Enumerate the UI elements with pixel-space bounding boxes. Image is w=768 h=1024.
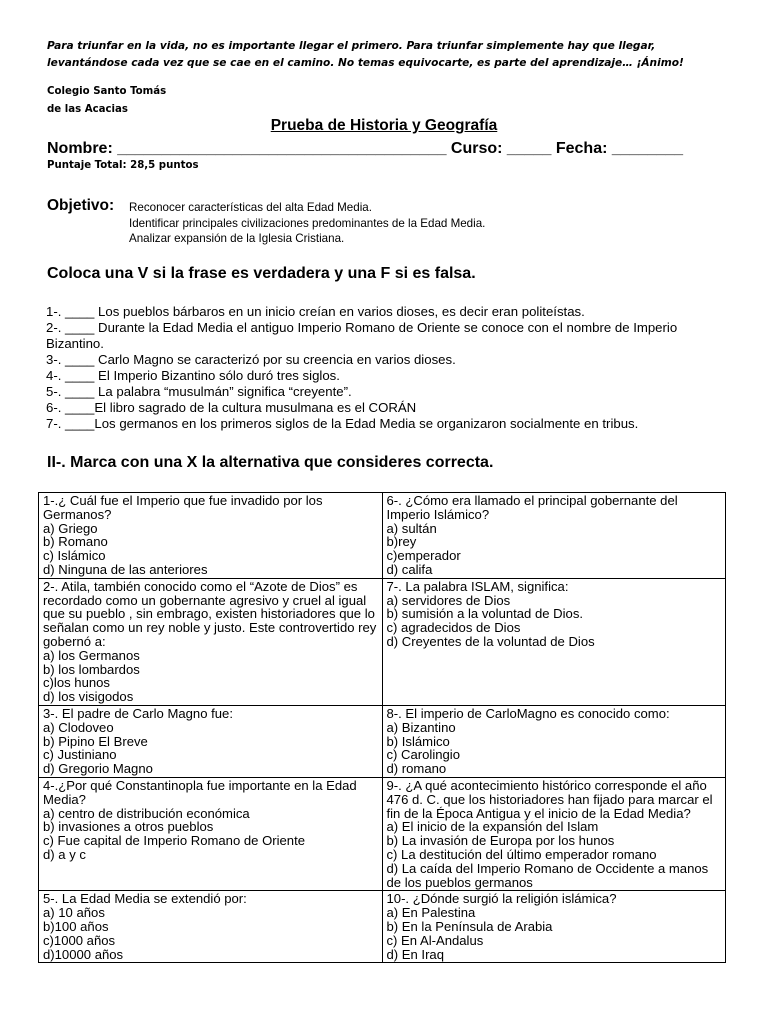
answer-option: b)100 años [43, 918, 109, 934]
question-text: 5-. La Edad Media se extendió por: [43, 891, 247, 907]
question-row [39, 891, 726, 963]
answer-option: c) Carolingio [386, 747, 460, 763]
objective-label: Objetivo: [47, 197, 115, 214]
answer-option: c)los hunos [43, 675, 110, 691]
answer-option: a) 10 años [43, 905, 105, 921]
answer-option: b)rey [386, 534, 417, 550]
question-cell [382, 493, 726, 579]
question-row [39, 705, 726, 777]
objective-line: Identificar principales civilizaciones predominantes de la Edad Media. [129, 217, 486, 230]
answer-option: d) romano [386, 761, 447, 777]
answer-option: a) Griego [43, 520, 98, 536]
objective-line: Reconocer características del alta Edad Media. [129, 201, 372, 214]
true-false-item: 4-. ____ El Imperio Bizantino sólo duró tres siglos. [46, 368, 340, 383]
school-name-line1: Colegio Santo Tomás [47, 86, 167, 97]
true-false-item: 1-. ____ Los pueblos bárbaros en un inicio creían en varios dioses, es decir eran politeístas. [46, 304, 585, 319]
question-text: 7-. La palabra ISLAM, significa: [386, 578, 569, 594]
section2-heading: II-. Marca con una X la alternativa que consideres correcta. [47, 454, 494, 471]
answer-option: c) Fue capital de Imperio Romano de Oriente [43, 833, 306, 849]
answer-option: d) los visigodos [43, 689, 134, 705]
answer-option: b) Pipino El Breve [43, 733, 148, 749]
answer-option: a) Bizantino [386, 719, 456, 735]
answer-option: a) Clodoveo [43, 719, 114, 735]
answer-option: b) Romano [43, 534, 108, 550]
answer-option: a) En Palestina [386, 905, 476, 921]
answer-option: c)emperador [386, 548, 461, 564]
answer-option: d)10000 años [43, 946, 124, 962]
answer-option: c) En Al-Andalus [386, 932, 484, 948]
answer-option: b) Islámico [386, 733, 450, 749]
answer-option: d) Ninguna de las anteriores [43, 561, 208, 577]
answer-option: c) Justiniano [43, 747, 117, 763]
answer-option: b) los lombardos [43, 661, 140, 677]
multiple-choice-table [38, 492, 726, 963]
true-false-item: 5-. ____ La palabra “musulmán” significa “creyente”. [46, 384, 352, 399]
answer-option: d) a y c [43, 846, 86, 862]
answer-option: b) En la Península de Arabia [386, 918, 553, 934]
question-text: 9-. ¿A qué acontecimiento histórico corresponde el año 476 d. C. que los historiadores han fijado para marcar el fin de la Época Antigua y el inicio de la Edad Media? [386, 777, 713, 821]
question-cell [382, 891, 726, 963]
multiple-choice-body [39, 493, 726, 963]
answer-option: a) servidores de Dios [386, 592, 511, 608]
question-text: 4-.¿Por qué Constantinopla fue importante en la Edad Media? [43, 777, 357, 807]
section1-heading: Coloca una V si la frase es verdadera y una F si es falsa. [47, 265, 476, 282]
answer-option: c) Islámico [43, 548, 106, 564]
question-cell [382, 705, 726, 777]
question-row [39, 493, 726, 579]
question-text: 8-. El imperio de CarloMagno es conocido como: [386, 705, 670, 721]
true-false-list [46, 304, 726, 432]
question-row [39, 578, 726, 705]
question-text: 6-. ¿Cómo era llamado el principal gobernante del Imperio Islámico? [386, 493, 678, 522]
true-false-item: 7-. ____Los germanos en los primeros siglos de la Edad Media se organizaron socialmente en tribus. [46, 416, 639, 431]
true-false-item: 3-. ____ Carlo Magno se caracterizó por su creencia en varios dioses. [46, 352, 456, 367]
question-cell [382, 777, 726, 890]
question-text: 10-. ¿Dónde surgió la religión islámica? [386, 891, 617, 907]
answer-option: c) La destitución del último emperador romano [386, 846, 657, 862]
question-text: 2-. Atila, también conocido como el “Azote de Dios” es recordado como un gobernante agresivo y cruel al igual que su pueblo , sin embrago, existen historiadores que lo señalan como un rey noble y justo. Este controvertido rey gobernó a: [43, 578, 377, 649]
question-cell [39, 891, 383, 963]
true-false-item: 2-. ____ Durante la Edad Media el antiguo Imperio Romano de Oriente se conoce con el nombre de Imperio Bizantino. [46, 320, 678, 351]
answer-option: d) En Iraq [386, 946, 444, 962]
student-info-line: Nombre: _____________________________________ Curso: _____ Fecha: ________ [47, 140, 684, 157]
answer-option: a) centro de distribución económica [43, 805, 250, 821]
answer-option: b) invasiones a otros pueblos [43, 819, 214, 835]
question-row [39, 777, 726, 890]
total-score: Puntaje Total: 28,5 puntos [47, 160, 199, 171]
school-name-line2: de las Acacias [47, 104, 128, 115]
exam-title: Prueba de Historia y Geografía [270, 117, 498, 134]
answer-option: d) La caída del Imperio Romano de Occidente a manos de los pueblos germanos [386, 860, 709, 890]
answer-option: a) El inicio de la expansión del Islam [386, 819, 599, 835]
question-cell [382, 578, 726, 705]
question-text: 1-.¿ Cuál fue el Imperio que fue invadido por los Germanos? [43, 493, 323, 522]
answer-option: a) los Germanos [43, 647, 140, 663]
school-name [47, 83, 166, 119]
answer-option: c)1000 años [43, 932, 116, 948]
objective-line: Analizar expansión de la Iglesia Cristiana. [129, 232, 345, 245]
answer-option: d) Gregorio Magno [43, 761, 153, 777]
answer-option: b) La invasión de Europa por los hunos [386, 833, 615, 849]
question-text: 3-. El padre de Carlo Magno fue: [43, 705, 233, 721]
question-cell [39, 578, 383, 705]
answer-option: d) Creyentes de la voluntad de Dios [386, 633, 595, 649]
answer-option: d) califa [386, 561, 433, 577]
answer-option: a) sultán [386, 520, 437, 536]
answer-option: b) sumisión a la voluntad de Dios. [386, 606, 584, 622]
question-cell [39, 777, 383, 890]
question-cell [39, 493, 383, 579]
true-false-item: 6-. ____El libro sagrado de la cultura musulmana es el CORÁN [46, 400, 417, 415]
answer-option: c) agradecidos de Dios [386, 620, 521, 636]
motto-text: Para triunfar en la vida, no es importante llegar el primero. Para triunfar simplemente hay que llegar, levantándose cada vez que se cae en el camino. No temas equivocarte, es parte del aprendizaje… ¡Ánimo! [47, 40, 684, 69]
question-cell [39, 705, 383, 777]
